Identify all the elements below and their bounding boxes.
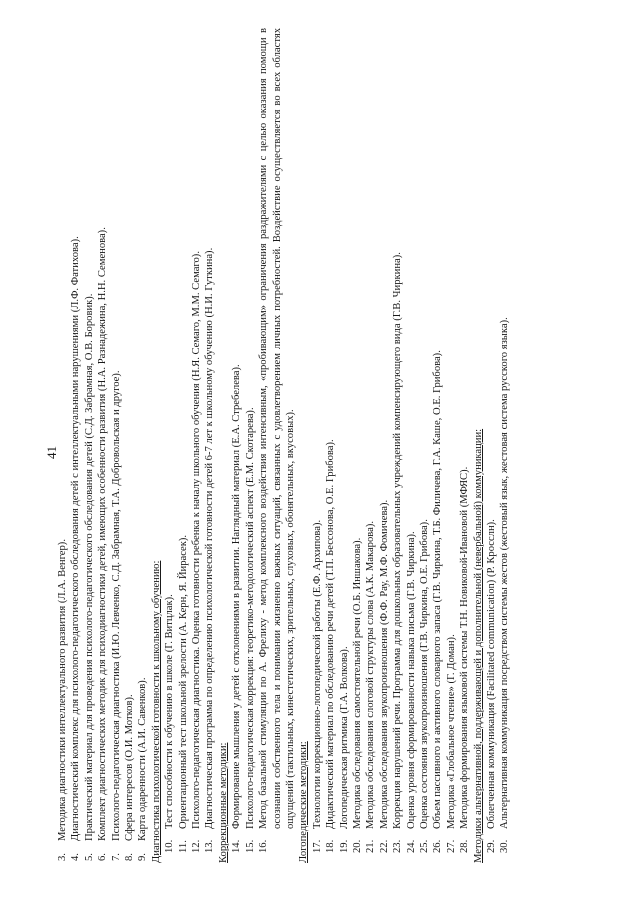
list-item-text: Ориентационный тест школьной зрелости (А. Керн, Я. Йирасек).: [177, 534, 189, 829]
list-item: [364, 28, 377, 863]
list-item-text: Альтернативная коммуникация посредством системы жестов (жестовый язык, жестовая система русского языка).: [499, 317, 511, 829]
list-item: [338, 28, 351, 863]
list-item-number: 23.: [392, 839, 404, 853]
list-item-text: Дидактический материал по обследованию речи детей (Т.П. Бессонова, О.Е. Грибова).: [325, 439, 337, 829]
list-item: [351, 28, 364, 863]
document-body: [56, 28, 512, 863]
list-item-text: Методика обследования самостоятельной речи (О.Б. Иншакова).: [351, 537, 363, 829]
list-item: [96, 28, 109, 863]
list-item: [391, 28, 404, 863]
list-item-number: 20.: [351, 839, 363, 853]
list-item-text: Логопедическая ритмика (Г.А. Волкова).: [338, 646, 350, 829]
list-item: [203, 28, 216, 863]
list-item: [458, 28, 471, 863]
list-item-number: 27.: [445, 839, 457, 853]
list-item-text: Методика «Глобальное чтение» (Г. Доман).: [445, 634, 457, 829]
list-item-number: 22.: [378, 839, 390, 853]
list-item-text: Сфера интересов (О.И. Мотков).: [124, 694, 136, 841]
list-item-text: Объем пассивного и активного словарного запаса (Г.В. Чиркина, Т.Б. Филичева, Г.А. Каше, О.Е. Грибова).: [432, 350, 444, 829]
list-item-text: Диагностический комплекс для психолого-педагогического обследования детей с интеллектуальными нарушениями (Л.Ф. Фатихова).: [70, 236, 82, 841]
list-item-text: Коррекция нарушений речи. Программа для дошкольных образовательных учреждений компенсирующего вида (Г.В. Чиркина).: [392, 252, 404, 829]
list-item: [230, 28, 243, 863]
list-item-text: Методика формирования языковой системы Т.Н. Новиковой-Ивановой (МФЯС).: [459, 466, 471, 829]
list-item-number: 24.: [405, 839, 417, 853]
list-item: [190, 28, 203, 863]
list-item-text: Технологии коррекционно-логопедической работы (Е.Ф. Архипова).: [311, 519, 323, 829]
list-item: [485, 28, 498, 863]
list-item: [311, 28, 324, 863]
list-item-text: Диагностическая программа по определению психологической готовности детей 6-7 лет к школьному обучению (Н.И. Гуткина).: [204, 247, 216, 829]
list-item: [498, 28, 511, 863]
list-item: [56, 28, 69, 863]
list-item-text: Оценка состояния звукопроизношения (Г.В. Чиркина, О.Е. Грибова).: [418, 519, 430, 829]
list-item-number: 6.: [97, 853, 109, 861]
list-item-text: Облегченная коммуникация (Facilitated communication) (Р. Кросслн).: [486, 519, 497, 829]
list-item-text: Формирование мышления у детей с отклонениями в развитии. Наглядный материал (Е.А. Стребелева).: [231, 364, 243, 829]
list-item-number: 17.: [311, 839, 323, 853]
page-number: 41: [44, 446, 59, 459]
list-item: [324, 28, 337, 863]
section-heading: Логопедические методики:: [298, 741, 310, 863]
list-item-text: Методика диагностики интеллектуального развития (Л.А. Венгер).: [57, 539, 68, 841]
list-item-number: 14.: [231, 839, 243, 853]
list-item-number: 11.: [177, 840, 189, 853]
list-item-text: Психолого-педагогическая диагностика (И.Ю. Левченко, С.Д. Забрамная, Т.А. Добровольская и другое).: [110, 370, 122, 841]
list-item-number: 12.: [191, 839, 203, 853]
section-heading: Диагностика психологической готовности к школьному обучению:: [150, 560, 162, 863]
list-item: [110, 28, 123, 863]
list-item: [257, 28, 297, 863]
list-item-text: Психолого-педагогическая коррекция: теоретико-методологический аспект (Е.М. Скотарева).: [244, 407, 256, 829]
list-item-number: 7.: [110, 853, 122, 861]
list-item-number: 21.: [365, 839, 377, 853]
list-item-number: 3.: [57, 853, 68, 861]
list-item: [244, 28, 257, 863]
list-item-number: 9.: [137, 853, 149, 861]
list-item-text: Тест способности к обучению в школе (Г. Витцлак).: [164, 594, 176, 829]
list-item-number: 30.: [499, 839, 511, 853]
section-heading: Методики альтернативной, поддерживающей и дополнительной (невербальной) коммуникации:: [472, 428, 484, 863]
list-item-text: Практический материал для проведения психолого-педагогического обследования детей (С.Д. Забрамная, О.В. Боровик).: [83, 293, 95, 841]
list-item-number: 28.: [459, 839, 471, 853]
list-item-number: 15.: [244, 839, 256, 853]
list-item: [163, 28, 176, 863]
list-item-number: 25.: [418, 839, 430, 853]
list-item-number: 18.: [325, 839, 337, 853]
list-item-text: Методика обследования слоговой структуры слова (А.К. Макарова).: [365, 520, 377, 829]
list-item: [177, 28, 190, 863]
list-item: [418, 28, 431, 863]
list-item-text: Метод базальной стимуляции по А. Фрелиху - метод комплексного воздействия интенсивным, «пробивающим» ограничения раздражителями с целью оказания помощи в осознании собственного тела и понимании жизненно важных ситуаций, связанных с удовлетворением личных потребностей. Воздействие осуществляется во всех областях ощущений (тактильных, кинестетических, зрительных, слуховых, обонятельных, вкусовых).: [258, 28, 296, 829]
list-item: [431, 28, 444, 863]
list-item-text: Методика обследования звукопроизношения (Ф.Ф. Рау, М.Ф. Фомичева).: [378, 499, 390, 829]
list-item: [123, 28, 136, 863]
list-item-number: 16.: [258, 839, 270, 853]
list-item-number: 29.: [486, 839, 497, 853]
list-item: [83, 28, 96, 863]
list-item-number: 26.: [432, 839, 444, 853]
list-item-number: 4.: [70, 853, 82, 861]
list-item: [405, 28, 418, 863]
list-item: [136, 28, 149, 863]
list-item-number: 13.: [204, 839, 216, 853]
list-item-number: 19.: [338, 839, 350, 853]
list-item-text: Карта одаренности (А.И. Савенков).: [137, 677, 149, 841]
list-item-number: 10.: [164, 839, 176, 853]
list-item: [69, 28, 82, 863]
list-item: [378, 28, 391, 863]
list-item-text: Оценка уровня сформированности навыка письма (Г.В. Чиркина).: [405, 531, 417, 829]
list-item-text: Психолого-педагогическая диагностика. Оценка готовности ребенка к началу школьного обучения (Н.Я. Семаго, М.М. Семаго).: [191, 251, 203, 829]
list-item-text: Комплект диагностических методик для психодиагностики детей, имеющих особенности развития (Н.А. Разнадежина, Н.Н. Семенова).: [97, 227, 109, 841]
list-item-number: 8.: [124, 853, 136, 861]
section-heading: Коррекционные методики:: [217, 742, 229, 863]
list-item: [445, 28, 458, 863]
list-item-number: 5.: [83, 853, 95, 861]
